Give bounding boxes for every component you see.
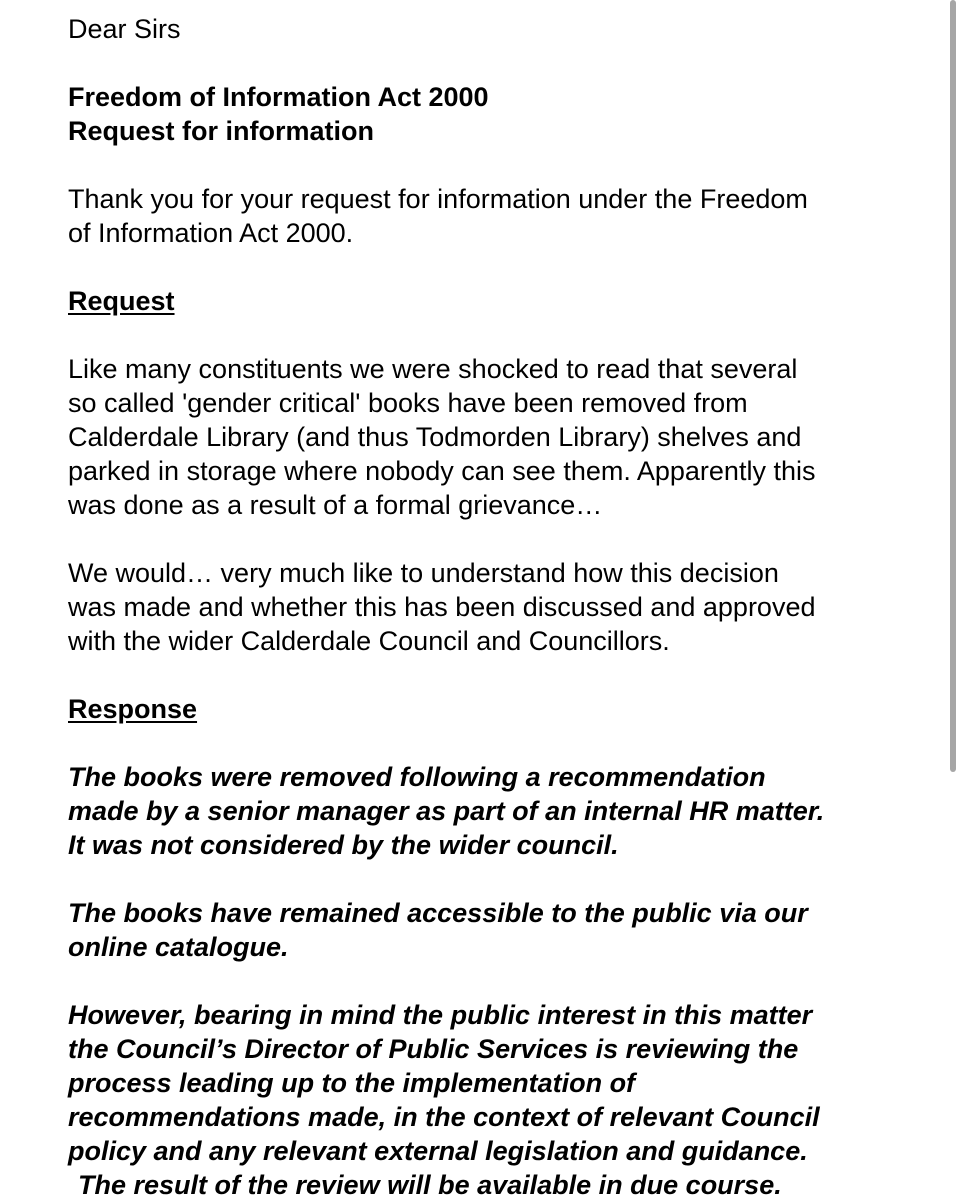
paragraph-line: parked in storage where nobody can see them. Apparently this xyxy=(68,456,816,486)
paragraph-line: online catalogue. xyxy=(68,932,289,962)
spacer xyxy=(68,148,928,182)
response-paragraph-3 xyxy=(68,998,928,1202)
paragraph-line: made by a senior manager as part of an internal HR matter. xyxy=(68,796,825,826)
response-paragraph-1 xyxy=(68,760,928,862)
paragraph-line: recommendations made, in the context of relevant Council xyxy=(68,1102,820,1132)
response-heading: Response xyxy=(68,694,198,724)
salutation: Dear Sirs xyxy=(68,14,181,44)
request-heading: Request xyxy=(68,286,175,316)
paragraph-line: Like many constituents we were shocked to read that several xyxy=(68,354,798,384)
response-paragraph-2 xyxy=(68,896,928,964)
paragraph-line: Calderdale Library (and thus Todmorden Library) shelves and xyxy=(68,422,802,452)
title-line: Freedom of Information Act 2000 xyxy=(68,82,489,112)
paragraph-line: was made and whether this has been discussed and approved xyxy=(68,592,816,622)
paragraph-line: The books have remained accessible to the public via our xyxy=(68,898,808,928)
spacer xyxy=(68,250,928,284)
paragraph-line: However, bearing in mind the public interest in this matter xyxy=(68,1000,813,1030)
paragraph-line: It was not considered by the wider council. xyxy=(68,830,619,860)
letter-body xyxy=(68,12,928,1202)
response-heading-block xyxy=(68,692,928,726)
paragraph-line: with the wider Calderdale Council and Councillors. xyxy=(68,626,670,656)
spacer xyxy=(68,862,928,896)
vertical-scrollbar[interactable] xyxy=(946,0,960,1200)
request-heading-block xyxy=(68,284,928,318)
paragraph-line: the Council’s Director of Public Services is reviewing the xyxy=(68,1034,799,1064)
request-paragraph-2 xyxy=(68,556,928,658)
paragraph-line: was done as a result of a formal grievance… xyxy=(68,490,603,520)
paragraph-line: of Information Act 2000. xyxy=(68,218,354,248)
spacer xyxy=(68,964,928,998)
paragraph-line: Thank you for your request for information under the Freedom xyxy=(68,184,808,214)
spacer xyxy=(68,658,928,692)
paragraph-line: The result of the review will be available in due course. xyxy=(78,1170,782,1200)
letter-title xyxy=(68,80,928,148)
paragraph-line: so called 'gender critical' books have been removed from xyxy=(68,388,748,418)
spacer xyxy=(68,318,928,352)
paragraph-line: process leading up to the implementation of xyxy=(68,1068,636,1098)
spacer xyxy=(68,726,928,760)
title-line: Request for information xyxy=(68,116,375,146)
spacer xyxy=(68,522,928,556)
intro-paragraph xyxy=(68,182,928,250)
request-paragraph-1 xyxy=(68,352,928,522)
scrollbar-thumb[interactable] xyxy=(950,0,956,772)
paragraph-line: policy and any relevant external legislation and guidance. xyxy=(68,1136,808,1166)
paragraph-line: The books were removed following a recommendation xyxy=(68,762,766,792)
paragraph-line: We would… very much like to understand how this decision xyxy=(68,558,779,588)
spacer xyxy=(68,46,928,80)
